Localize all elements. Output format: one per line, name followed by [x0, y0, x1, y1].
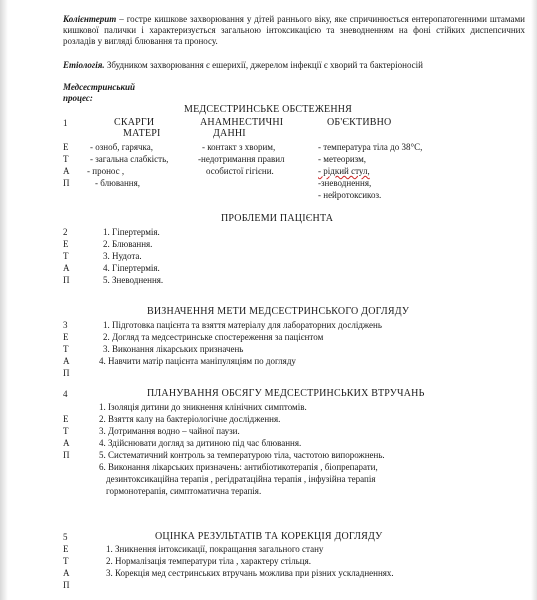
- section5-row-letter: Е: [63, 544, 69, 554]
- section1-row-objective: - рідкий стул,: [318, 166, 370, 176]
- section2-row-text: 5. Зневоднення.: [103, 275, 164, 285]
- section2-row-text: 3. Нудота.: [103, 251, 142, 261]
- section2-row-text: 2. Блювання.: [103, 239, 153, 249]
- section4-row-letter: П: [63, 450, 70, 460]
- section1-col1-header-line2: МАТЕРІ: [123, 128, 161, 139]
- section4-row-letter: А: [63, 438, 70, 448]
- process-label-line2: процес:: [63, 93, 93, 103]
- section4-number: 4: [63, 389, 68, 399]
- section1-number: 1: [63, 118, 68, 128]
- section2-row-text: 1. Гіпертермія.: [103, 227, 160, 237]
- section4-row-text: 1. Ізоляція дитини до зникнення клінічних симптомів.: [99, 402, 307, 412]
- page-right-shadow: [531, 0, 537, 600]
- etiology-text: Збудником захворювання є ешерихії, джерелом інфекції є хворий та бактеріоносій: [104, 60, 423, 70]
- section5-row-text: 3. Корекція мед сестринських втручань можлива при різних ускладненнях.: [106, 568, 394, 578]
- etiology-label: Етіологія.: [63, 60, 105, 70]
- section4-row-letter: Т: [63, 426, 69, 436]
- section4-row-letter: Е: [63, 414, 69, 424]
- section1-row-objective: - нейротоксикоз.: [318, 190, 382, 200]
- section4-row-text: гормонотерапія, симптоматична терапія.: [106, 486, 262, 496]
- section2-title: ПРОБЛЕМИ ПАЦІЄНТА: [221, 213, 334, 224]
- section3-row-letter: Т: [63, 344, 69, 354]
- section4-title: ПЛАНУВАННЯ ОБСЯГУ МЕДСЕСТРИНСЬКИХ ВТРУЧАНЬ: [147, 388, 425, 399]
- section2-row-letter: П: [63, 275, 70, 285]
- section1-row-letter: П: [63, 178, 70, 188]
- section1-col2-header-line2: ДАННІ: [213, 128, 246, 139]
- section4-row-text: 3. Дотримання водно – чайної паузи.: [99, 426, 240, 436]
- section4-row-text: дезинтоксикаційна терапія , регідратаційна терапія , інфузійна терапія: [106, 474, 376, 484]
- section1-col2-header-line1: АНАМНЕСТИЧНІ: [200, 117, 284, 128]
- etiology-paragraph: [63, 60, 525, 71]
- section1-row-complaint: - пронос ,: [87, 166, 125, 176]
- section1-row-complaint: - загальна слабкість,: [90, 154, 169, 164]
- section3-row-letter: А: [63, 356, 70, 366]
- section5-row-text: 1. Зникнення інтоксикації, покращання загального стану: [106, 544, 324, 554]
- section5-row-letter: Т: [63, 556, 69, 566]
- section1-row-objective: -зневоднення,: [318, 178, 372, 188]
- section3-row-letter: 3: [63, 320, 68, 330]
- section1-row-complaint: - озноб, гарячка,: [90, 142, 154, 152]
- section1-title: МЕДСЕСТРИНСЬКЕ ОБСТЕЖЕННЯ: [184, 104, 353, 115]
- section1-row-letter: Е: [63, 142, 69, 152]
- section3-row-letter: Е: [63, 332, 69, 342]
- section3-row-text: 4. Навчити матір пацієнта маніпуляціям по догляду: [99, 356, 296, 366]
- section4-row-text: 4. Здійснювати догляд за дитиною під час блювання.: [99, 438, 302, 448]
- process-label-line1: Медсестринський: [63, 82, 136, 92]
- section3-row-text: 2. Догляд та медсестринське спостереження за пацієнтом: [103, 332, 324, 342]
- section5-row-letter: А: [63, 568, 70, 578]
- page-left-shadow: [0, 0, 8, 600]
- section2-row-letter: 2: [63, 227, 68, 237]
- section1-row-complaint: - блювання,: [95, 178, 140, 188]
- intro-term: Колієнтерит: [63, 14, 117, 24]
- section1-row-letter: Т: [63, 154, 69, 164]
- section4-row-text: 2. Взяття калу на бактеріологічне дослідження.: [99, 414, 281, 424]
- section1-row-anamnesis: -недотримання правил: [198, 154, 285, 164]
- section1-row-objective: - температура тіла до 38°С,: [318, 142, 423, 152]
- section1-row-anamnesis: - контакт з хворим,: [202, 142, 276, 152]
- section3-row-text: 1. Підготовка пацієнта та взяття матеріалу для лабораторних досліджень: [103, 320, 382, 330]
- section5-row-letter: П: [63, 580, 70, 590]
- section2-row-letter: А: [63, 263, 70, 273]
- section3-title: ВИЗНАЧЕННЯ МЕТИ МЕДСЕСТРИНСЬКОГО ДОГЛЯДУ: [147, 306, 410, 317]
- section3-row-text: 3. Виконання лікарських призначень: [103, 344, 244, 354]
- intro-paragraph: [63, 14, 525, 48]
- section1-col3-header: ОБ'ЄКТИВНО: [327, 117, 392, 128]
- section3-row-letter: П: [63, 368, 70, 378]
- section1-row-objective: - метеоризм,: [318, 154, 367, 164]
- section4-row-text: 5. Систематичний контроль за температурою тіла, частотою випорожнень.: [99, 450, 385, 460]
- section2-row-letter: Е: [63, 239, 69, 249]
- section5-row-text: 2. Нормалізація температури тіла , характеру стільця.: [106, 556, 311, 566]
- section5-title: ОЦІНКА РЕЗУЛЬТАТІВ ТА КОРЕКЦІЯ ДОГЛЯДУ: [155, 531, 383, 542]
- section1-row-letter: А: [63, 166, 70, 176]
- section5-row-letter: 5: [63, 532, 68, 542]
- section1-row-anamnesis: особистої гігієни.: [206, 166, 274, 176]
- section4-row-text: 6. Виконання лікарських призначень: антибіотикотерапія , біопрепарати,: [99, 462, 378, 472]
- section2-row-letter: Т: [63, 251, 69, 261]
- section1-col1-header-line1: СКАРГИ: [114, 117, 155, 128]
- section2-row-text: 4. Гіпертермія.: [103, 263, 160, 273]
- intro-definition: – гостре кишкове захворювання у дітей раннього віку, яке спричинюється ентеропатогенними штамами кишкової палички і характеризується загальною інтоксикацією та зневодненням на фоні стійких диспепсичних розладів у вигляді блювання та проносу.: [63, 14, 525, 47]
